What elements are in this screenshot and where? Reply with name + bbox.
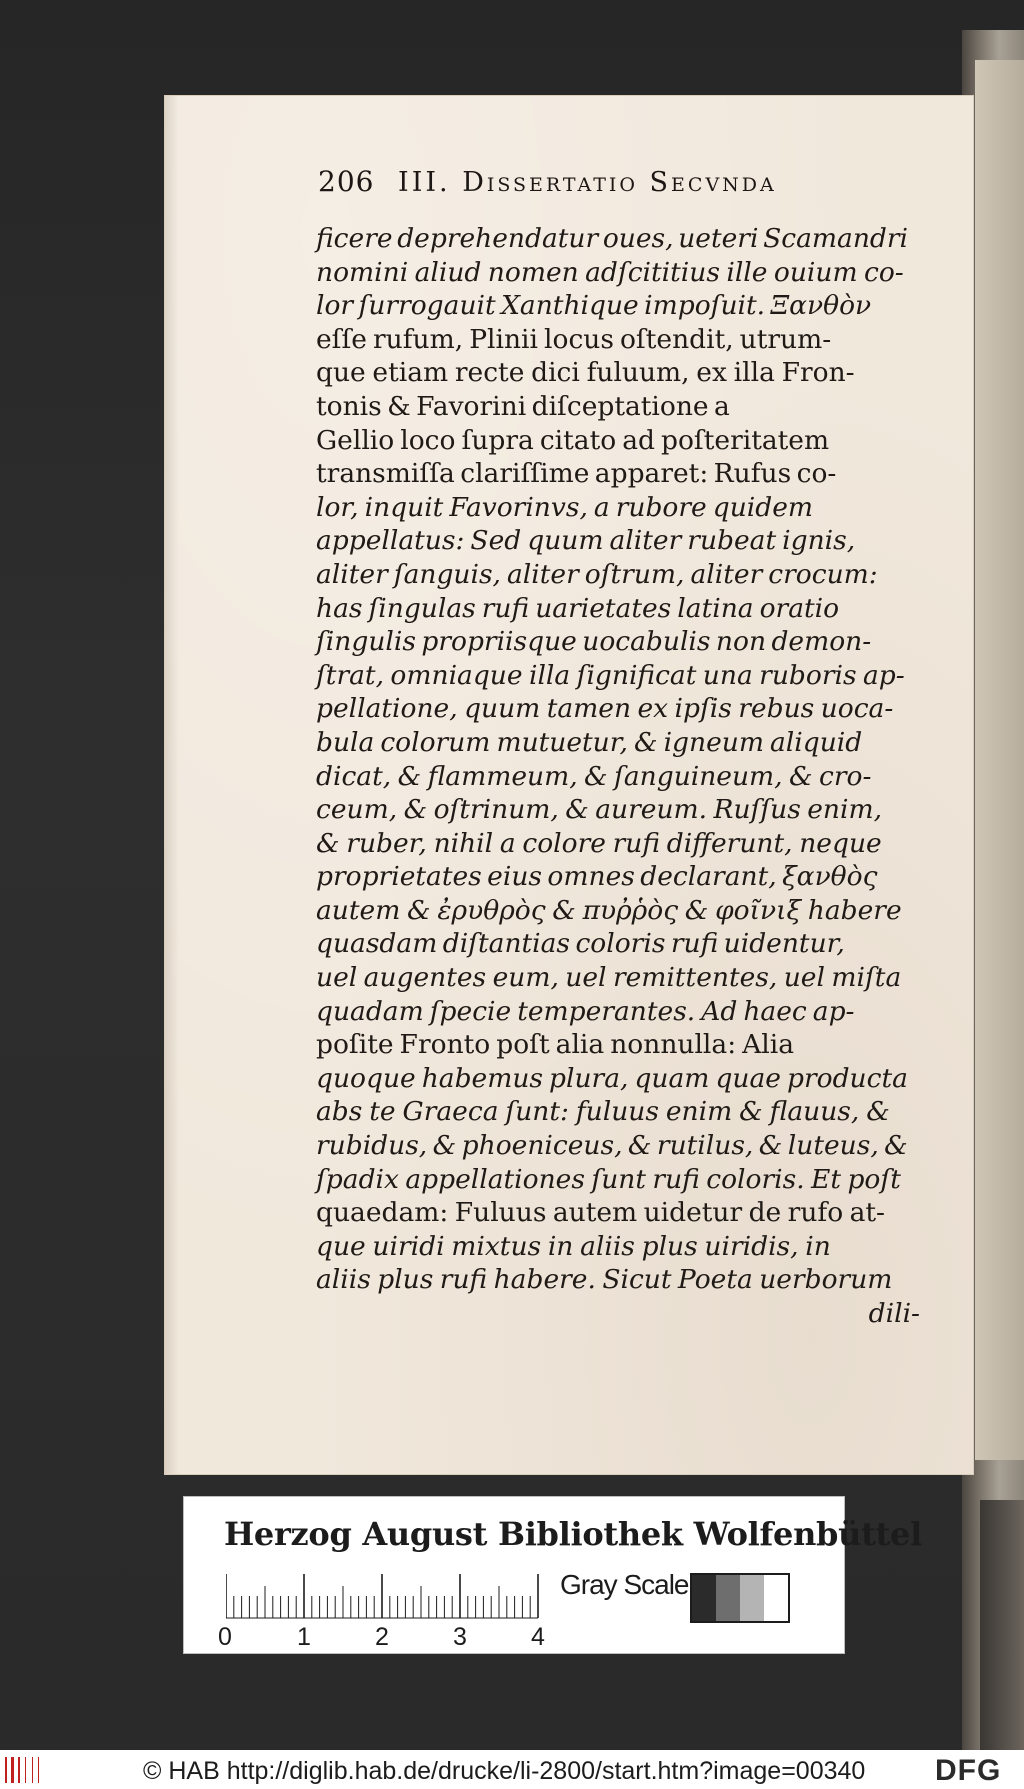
running-header (318, 165, 878, 205)
gray-swatch (716, 1575, 740, 1621)
ruler-number: 4 (531, 1623, 545, 1651)
running-title: III. Dissertatio Secvnda (398, 167, 777, 198)
text-line: quoque habemus plura, quam quae producta (316, 1062, 908, 1094)
text-line: dicat, & flammeum, & ſanguineum, & cro- (316, 760, 872, 792)
text-line: lor, inquit Favorinvs, a rubore quidem (316, 491, 814, 523)
dfg-logo: DFG (935, 1754, 1002, 1787)
gray-scale-label: Gray Scale (560, 1569, 689, 1600)
barcode-bar (11, 1757, 14, 1783)
text-line: quasdam diſtantias coloris rufi uidentur, (316, 928, 845, 960)
body-text (316, 222, 920, 1331)
text-line: has ſingulas rufi uarietates latina oratio (316, 592, 840, 624)
text-line: proprietates eius omnes declarant, ξανθὸς (316, 861, 878, 893)
text-line: nomini aliud nomen adſcititius ille ouium co- (316, 256, 904, 288)
page-number: 206 (318, 165, 375, 198)
text-line: bula colorum mutuetur, & igneum aliquid (316, 726, 863, 758)
ruler-number: 3 (453, 1623, 467, 1651)
footer-bar (0, 1750, 1024, 1789)
gray-scale-swatch (690, 1573, 790, 1623)
text-line: quaedam: Fuluus autem uidetur de rufo at- (316, 1197, 885, 1229)
text-line: & ruber, nihil a colore rufi differunt, neque (316, 827, 882, 859)
text-line: eſſe rufum, Plinii locus oſtendit, utrum- (316, 323, 832, 355)
text-line: ſingulis propriisque uocabulis non demon- (316, 626, 872, 658)
text-line: appellatus: Sed quum aliter rubeat ignis, (316, 525, 856, 557)
text-line: abs te Graeca ſunt: fuluus enim & flauus, & (316, 1096, 890, 1128)
text-line: que uiridi mixtus in aliis plus uiridis, in (316, 1230, 831, 1262)
ruler-number: 1 (297, 1623, 311, 1651)
copyright-link[interactable]: © HAB http://diglib.hab.de/drucke/li-2800/start.htm?image=00340 (143, 1757, 866, 1785)
barcode-bar (32, 1757, 33, 1783)
text-line: lor ſurrogauit Xanthique impoſuit. Ξανθὸν (316, 290, 872, 322)
text-line: Gellio loco ſupra citato ad poſteritatem (316, 424, 830, 456)
text-line: aliis plus rufi habere. Sicut Poeta uerborum (316, 1264, 893, 1296)
text-line: aliter ſanguis, aliter oſtrum, aliter crocum: (316, 558, 878, 590)
library-name: Herzog August Bibliothek Wolfenbüttel (224, 1515, 922, 1553)
text-line: rubidus, & phoeniceus, & rutilus, & luteus, & (316, 1130, 908, 1162)
text-line: poſite Fronto poſt alia nonnulla: Alia (316, 1029, 795, 1061)
text-line: que etiam recte dici fuluum, ex illa Fron- (316, 357, 855, 389)
ruler (226, 1572, 556, 1622)
text-line: ficere deprehendatur oues, ueteri Scamandri (316, 223, 909, 254)
gray-swatch (740, 1575, 764, 1621)
text-line: pellatione, quum tamen ex ipſis rebus uoca- (316, 693, 894, 725)
neighbouring-page-bottom (980, 1500, 1024, 1750)
page-gutter-shadow (165, 96, 179, 1474)
barcode-icon (4, 1756, 48, 1784)
text-line: ſpadix appellationes ſunt rufi coloris. Et poſt (316, 1163, 901, 1195)
text-line: transmiſſa clariſſime apparet: Rufus co- (316, 458, 837, 490)
barcode-bar (18, 1757, 20, 1783)
ruler-number: 0 (218, 1623, 232, 1651)
text-line: autem & ἐρυθρὸς & πυῤῥὸς & φοῖνιξ habere (316, 894, 902, 926)
barcode-bar (5, 1757, 7, 1783)
barcode-bar (25, 1757, 26, 1783)
text-line: ſtrat, omniaque illa ſignificat una ruboris ap- (316, 659, 905, 691)
text-line: tonis & Favorini diſceptatione a (316, 390, 730, 422)
text-line: ceum, & oſtrinum, & aureum. Ruſſus enim, (316, 794, 883, 826)
gray-swatch (764, 1575, 788, 1621)
neighbouring-page-edge (975, 60, 1024, 1460)
gray-swatch (692, 1575, 716, 1621)
catchword: dili- (868, 1298, 920, 1329)
colour-chart-strip (184, 1497, 922, 1653)
text-line: quadam ſpecie temperantes. Ad haec ap- (316, 995, 855, 1027)
text-line: uel augentes eum, uel remittentes, uel miſta (316, 962, 902, 994)
barcode-bar (38, 1757, 39, 1783)
ruler-number: 2 (375, 1623, 389, 1651)
